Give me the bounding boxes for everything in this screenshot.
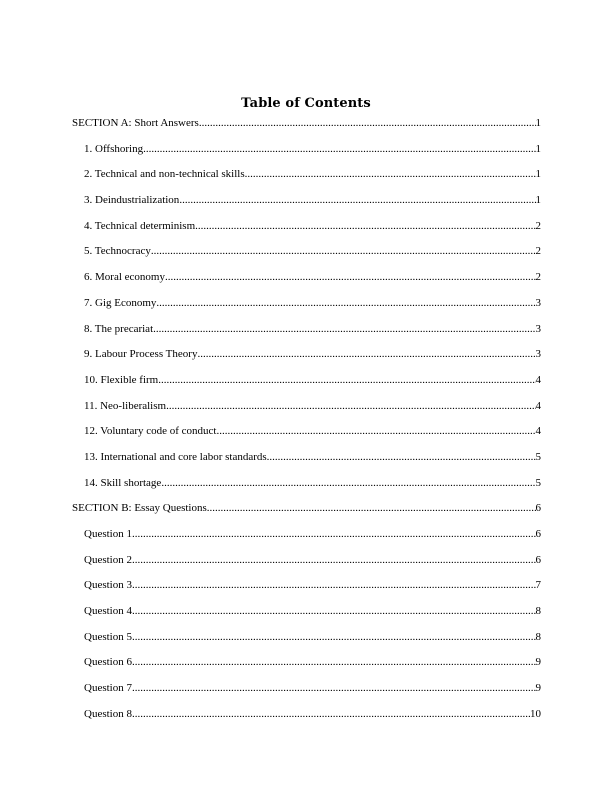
- toc-entry-label: 12. Voluntary code of conduct: [84, 425, 217, 438]
- toc-entry-label: 7. Gig Economy: [84, 296, 157, 309]
- toc-dot-leader: [156, 296, 535, 310]
- toc-title: Table of Contents: [241, 96, 371, 111]
- toc-page-number: 9: [535, 682, 541, 695]
- toc-dot-leader: [158, 373, 535, 387]
- toc-entry-label: 8. The precariat: [84, 322, 154, 335]
- toc-item-link[interactable]: [72, 373, 541, 399]
- toc-entry-label: Question 4: [84, 605, 132, 618]
- toc-entry-label: 11. Neo-liberalism: [84, 399, 167, 412]
- toc-entry-label: Question 3: [84, 579, 132, 592]
- toc-dot-leader: [153, 322, 535, 336]
- toc-page-number: 1: [535, 168, 541, 181]
- toc-page-number: 5: [535, 450, 541, 463]
- toc-dot-leader: [207, 501, 536, 515]
- toc-dot-leader: [132, 527, 536, 541]
- toc-dot-leader: [166, 399, 535, 413]
- toc-page-number: 6: [535, 528, 541, 540]
- toc-page-number: 1: [535, 117, 541, 129]
- toc-entry-label: 5. Technocracy: [84, 245, 151, 258]
- toc-item-link[interactable]: [72, 399, 541, 425]
- toc-page-number: 2: [535, 219, 541, 232]
- toc-item-link[interactable]: [72, 167, 541, 193]
- toc-dot-leader: [195, 219, 535, 233]
- toc-page-number: 3: [535, 348, 541, 361]
- toc-entry-label: 4. Technical determinism: [84, 219, 196, 232]
- toc-page-number: 4: [535, 425, 541, 438]
- toc-item-link[interactable]: [72, 476, 541, 502]
- toc-entry-label: 3. Deindustrialization: [84, 194, 180, 207]
- toc-item-link[interactable]: [72, 707, 541, 733]
- toc-dot-leader: [132, 707, 530, 721]
- toc-page-number: 9: [535, 656, 541, 669]
- toc-page-number: 1: [535, 142, 541, 155]
- toc-entry-label: Question 1: [84, 528, 132, 540]
- toc-page-number: 8: [535, 605, 541, 618]
- toc-entry-label: 6. Moral economy: [84, 271, 165, 284]
- toc-entry-label: 13. International and core labor standards: [84, 450, 267, 463]
- toc-dot-leader: [245, 167, 536, 181]
- toc-dot-leader: [132, 604, 536, 618]
- toc-item-link[interactable]: [72, 296, 541, 322]
- toc-section-link[interactable]: [72, 116, 541, 142]
- toc-item-link[interactable]: [72, 219, 541, 245]
- toc-entry-label: 1. Offshoring: [84, 142, 144, 155]
- toc-item-link[interactable]: [72, 450, 541, 476]
- toc-page-number: 10: [530, 707, 541, 720]
- toc-item-link[interactable]: [72, 604, 541, 630]
- toc-page-number: 7: [535, 579, 541, 592]
- toc-item-link[interactable]: [72, 630, 541, 656]
- toc-dot-leader: [143, 142, 535, 156]
- toc-page-number: 2: [535, 245, 541, 258]
- toc-item-link[interactable]: [72, 347, 541, 373]
- toc-dot-leader: [161, 476, 535, 490]
- toc-entry-label: 10. Flexible firm: [84, 373, 159, 386]
- toc-entry-label: Question 5: [84, 630, 132, 643]
- toc-list: [72, 116, 541, 733]
- toc-entry-label: SECTION B: Essay Questions: [72, 502, 207, 515]
- toc-page-number: 4: [535, 373, 541, 386]
- toc-dot-leader: [132, 553, 536, 567]
- toc-page-number: 3: [535, 322, 541, 335]
- toc-dot-leader: [165, 270, 536, 284]
- toc-dot-leader: [132, 681, 536, 695]
- toc-dot-leader: [267, 450, 536, 464]
- toc-entry-label: Question 7: [84, 682, 132, 695]
- toc-entry-label: 14. Skill shortage: [84, 476, 162, 489]
- toc-dot-leader: [216, 424, 535, 438]
- toc-entry-label: Question 6: [84, 656, 132, 669]
- toc-dot-leader: [132, 655, 536, 669]
- toc-item-link[interactable]: [72, 322, 541, 348]
- toc-page-number: 4: [535, 399, 541, 412]
- toc-entry-label: 2. Technical and non-technical skills: [84, 168, 245, 181]
- toc-item-link[interactable]: [72, 270, 541, 296]
- toc-dot-leader: [179, 193, 535, 207]
- toc-page-number: 6: [535, 553, 541, 566]
- toc-page-number: 2: [535, 271, 541, 284]
- toc-item-link[interactable]: [72, 142, 541, 168]
- toc-item-link[interactable]: [72, 244, 541, 270]
- toc-item-link[interactable]: [72, 424, 541, 450]
- toc-item-link[interactable]: [72, 578, 541, 604]
- toc-entry-label: SECTION A: Short Answers: [72, 117, 199, 129]
- toc-dot-leader: [132, 630, 536, 644]
- toc-dot-leader: [197, 347, 535, 361]
- toc-item-link[interactable]: [72, 655, 541, 681]
- toc-section-link[interactable]: [72, 501, 541, 527]
- toc-item-link[interactable]: [72, 193, 541, 219]
- toc-dot-leader: [199, 116, 536, 130]
- toc-page-number: 5: [535, 476, 541, 489]
- toc-page-number: 3: [535, 296, 541, 309]
- toc-dot-leader: [132, 578, 536, 592]
- toc-page-number: 6: [535, 502, 541, 515]
- toc-item-link[interactable]: [72, 527, 541, 553]
- toc-page-number: 1: [535, 194, 541, 207]
- toc-page-number: 8: [535, 630, 541, 643]
- toc-entry-label: Question 8: [84, 707, 132, 720]
- toc-entry-label: 9. Labour Process Theory: [84, 348, 198, 361]
- toc-item-link[interactable]: [72, 681, 541, 707]
- toc-dot-leader: [151, 244, 536, 258]
- toc-entry-label: Question 2: [84, 553, 132, 566]
- toc-item-link[interactable]: [72, 553, 541, 579]
